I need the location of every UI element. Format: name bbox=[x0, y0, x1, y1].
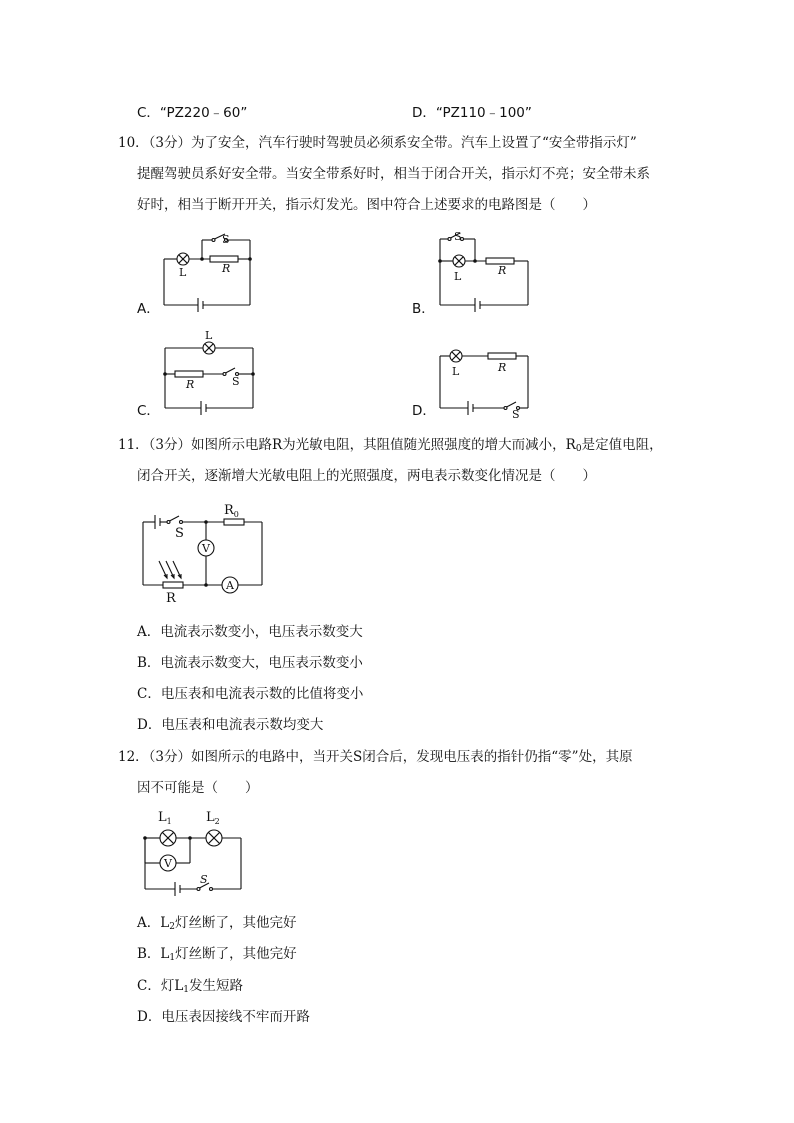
q12-option-a: A．$L_2$灯丝断了，其他完好 bbox=[137, 915, 297, 932]
q9-option-d: D．“PZ110﹣100” bbox=[412, 105, 532, 121]
q11-circuit bbox=[135, 500, 275, 610]
q12-stem-line2: 因不可能是（ ） bbox=[137, 780, 259, 796]
q10b-label-S: S bbox=[454, 230, 462, 243]
q12-circuit bbox=[135, 805, 255, 900]
q10a-label-L: L bbox=[179, 266, 187, 279]
q11-stem-line2: 闭合开关，逐渐增大光敏电阻上的光照强度，两电表示数变化情况是（ ） bbox=[137, 468, 596, 484]
q10-label-c: C． bbox=[137, 403, 160, 419]
q12-label-L2: $L_2$ bbox=[206, 810, 220, 826]
q11-label-R0: $R_0$ bbox=[224, 503, 239, 519]
q11-label-R: R bbox=[166, 591, 176, 606]
q10a-label-S: S bbox=[222, 233, 230, 246]
q12-option-d: D．电压表因接线不牢而开路 bbox=[137, 1009, 310, 1025]
q12-option-c: C．灯$L_1$发生短路 bbox=[137, 978, 244, 995]
q11-option-a: A．电流表示数变小，电压表示数变大 bbox=[137, 624, 363, 640]
q10c-label-L: L bbox=[205, 329, 213, 342]
q9-option-c: C．“PZ220﹣60” bbox=[137, 105, 248, 121]
q10c-label-S: S bbox=[232, 375, 240, 388]
q10b-label-L: L bbox=[454, 270, 462, 283]
q10a-label-R: R bbox=[222, 262, 231, 275]
q11-stem-line1: 11．（3分）如图所示电路R为光敏电阻，其阻值随光照强度的增大而减小，$R_0$是定值电阻， bbox=[118, 437, 663, 454]
q10-circuit-d bbox=[430, 340, 540, 420]
q10-label-b: B． bbox=[412, 301, 435, 317]
q10-stem-line1: 10．（3分）为了安全，汽车行驶时驾驶员必须系安全带。汽车上设置了“安全带指示灯” bbox=[118, 135, 637, 151]
q11-label-S: S bbox=[175, 526, 184, 541]
q10d-label-R: R bbox=[498, 361, 507, 374]
q12-option-b: B．$L_1$灯丝断了，其他完好 bbox=[137, 946, 297, 963]
q10-circuit-b bbox=[430, 225, 540, 315]
q12-stem-line1: 12．（3分）如图所示的电路中，当开关S闭合后，发现电压表的指针仍指“零”处，其原 bbox=[118, 749, 633, 765]
q12-label-S: S bbox=[200, 873, 208, 886]
q10-stem-line3: 好时，相当于断开开关，指示灯发光。图中符合上述要求的电路图是（ ） bbox=[137, 197, 596, 213]
q10-circuit-c bbox=[155, 330, 265, 415]
q12-voltmeter-V: V bbox=[164, 857, 172, 870]
q11-option-c: C．电压表和电流表示数的比值将变小 bbox=[137, 686, 364, 702]
q11-ammeter-A: A bbox=[226, 579, 234, 592]
q10-label-a: A． bbox=[137, 301, 160, 317]
q10c-label-R: R bbox=[186, 378, 195, 391]
q10-circuit-a bbox=[150, 225, 270, 315]
q10d-label-L: L bbox=[452, 365, 460, 378]
q10-stem-line2: 提醒驾驶员系好安全带。当安全带系好时，相当于闭合开关，指示灯不亮；安全带未系 bbox=[137, 166, 650, 182]
q11-option-d: D．电压表和电流表示数均变大 bbox=[137, 717, 324, 733]
q12-label-L1: $L_1$ bbox=[158, 810, 172, 826]
q10b-label-R: R bbox=[498, 264, 507, 277]
q11-option-b: B．电流表示数变大，电压表示数变小 bbox=[137, 655, 363, 671]
q10d-label-S: S bbox=[512, 408, 520, 421]
q11-voltmeter-V: V bbox=[202, 542, 210, 555]
q10-label-d: D． bbox=[412, 403, 436, 419]
